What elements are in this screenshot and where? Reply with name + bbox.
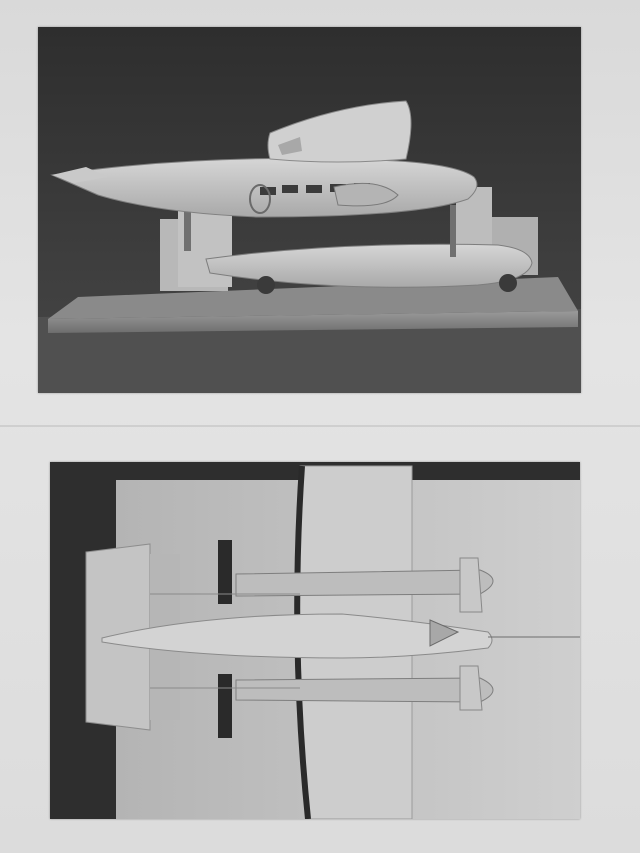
wheel-right — [499, 274, 517, 292]
engine-right — [460, 666, 482, 710]
top-view-illustration — [50, 462, 580, 819]
sponson-right — [218, 674, 232, 738]
wheel-left — [257, 276, 275, 294]
strut-rear — [450, 205, 456, 257]
engine-left — [460, 558, 482, 612]
side-view-illustration — [38, 27, 581, 393]
float-left — [236, 570, 493, 596]
top-view-photo — [50, 462, 580, 819]
float-right — [236, 678, 493, 702]
paper-fold-line — [0, 425, 640, 427]
side-view-photo — [38, 27, 581, 393]
